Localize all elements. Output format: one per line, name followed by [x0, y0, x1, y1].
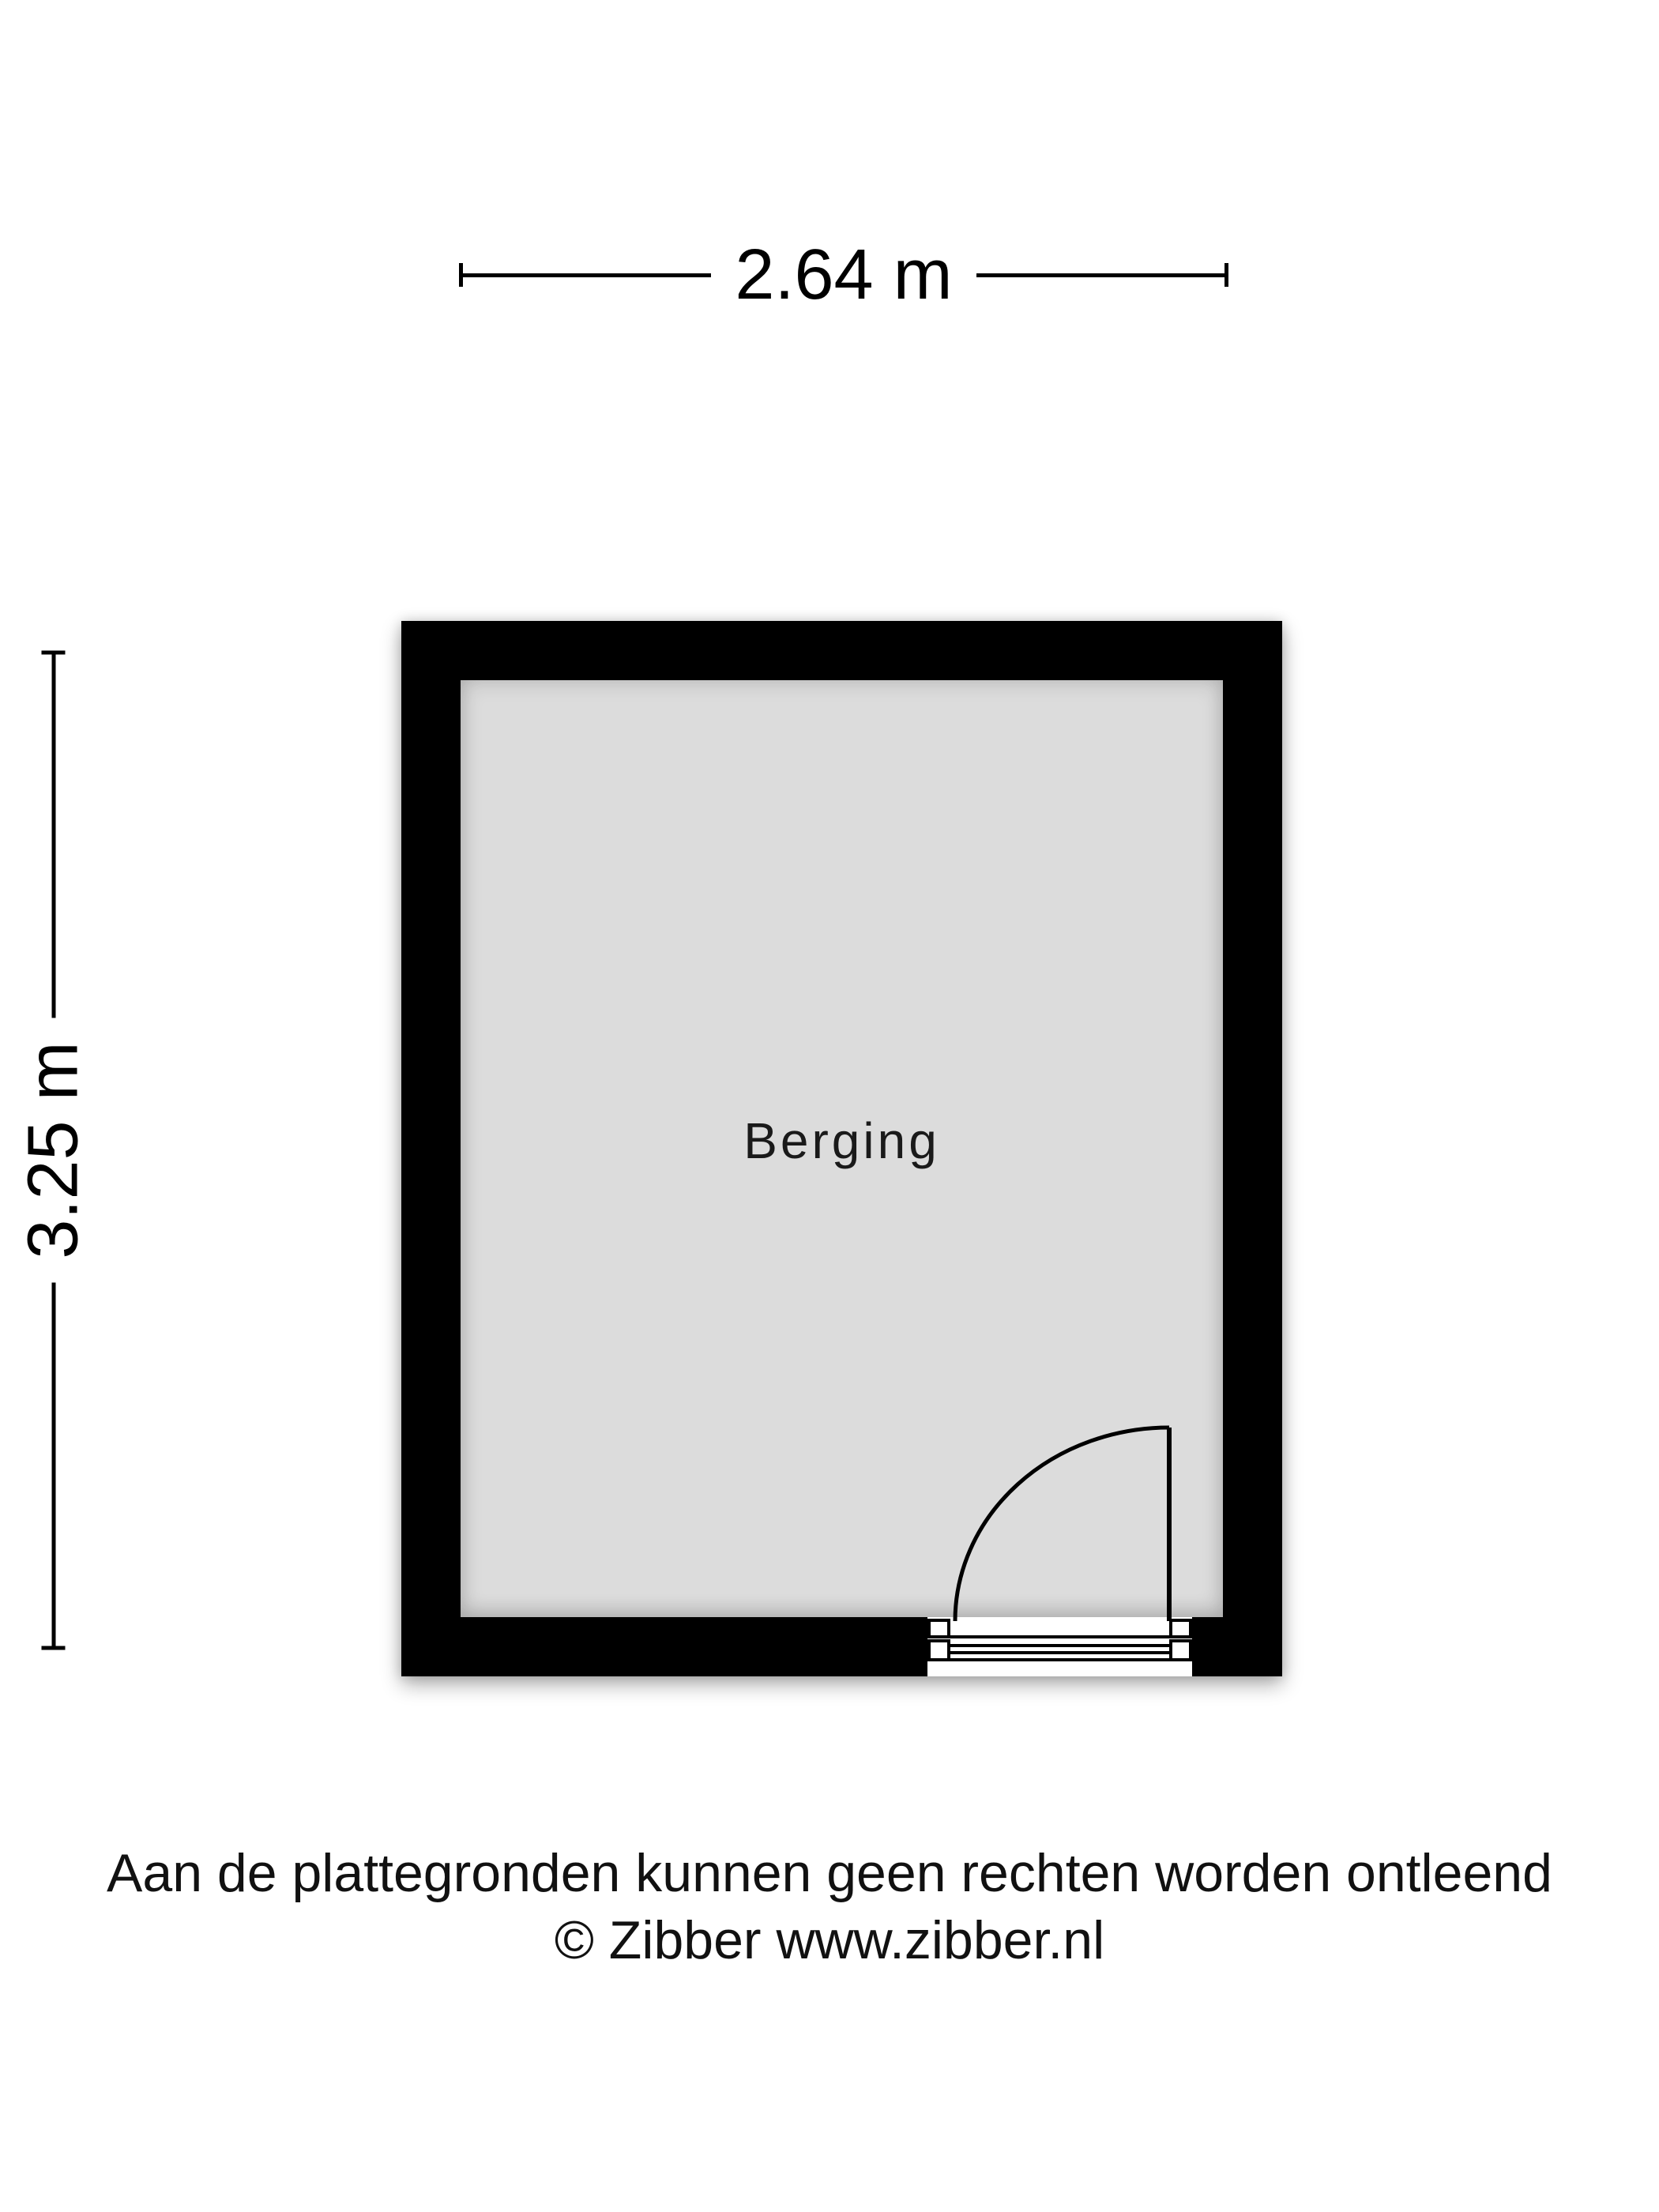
footer-copyright: © Zibber www.zibber.nl: [554, 1910, 1105, 1970]
dimension-height-label: 3.25 m: [13, 1041, 93, 1259]
footer: [0, 1840, 1659, 1974]
dimension-height: [13, 651, 93, 1650]
footer-disclaimer: Aan de plattegronden kunnen geen rechten worden ontleend: [107, 1843, 1552, 1903]
dimension-height-tick-top: [42, 651, 66, 655]
dimension-height-tick-bottom: [42, 1646, 66, 1650]
dimension-height-line-bottom: [51, 1283, 55, 1646]
door-threshold-line: [949, 1658, 1171, 1661]
dimension-width-tick-right: [1224, 263, 1228, 287]
dimension-width-line-right: [976, 273, 1224, 277]
door-jamb-right-top: [1169, 1619, 1192, 1638]
door-jamb-left-top: [927, 1619, 950, 1638]
door-threshold-line: [949, 1651, 1171, 1654]
dimension-width: [459, 235, 1228, 314]
dimension-height-line-top: [51, 655, 55, 1018]
door-jamb-left-bottom: [927, 1639, 950, 1661]
door-threshold-line: [949, 1644, 1171, 1647]
door-jamb-right-bottom: [1169, 1639, 1192, 1661]
dimension-width-line-left: [463, 273, 711, 277]
room-label: Berging: [743, 1112, 940, 1169]
dimension-width-label: 2.64 m: [735, 235, 953, 314]
door-threshold-line: [949, 1635, 1171, 1638]
